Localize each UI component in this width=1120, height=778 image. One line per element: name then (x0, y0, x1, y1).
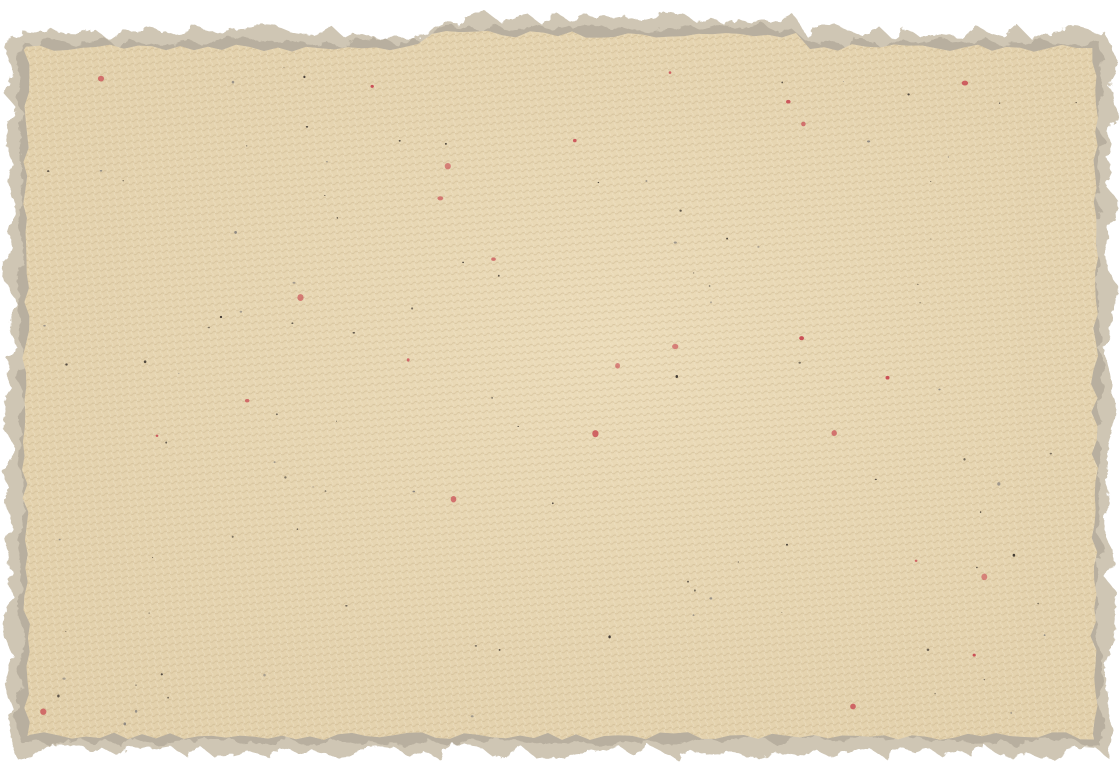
dark-fleck (57, 695, 59, 698)
dark-fleck (462, 262, 464, 264)
dark-fleck (123, 180, 124, 181)
dark-fleck (798, 362, 800, 364)
grey-fleck (938, 389, 940, 391)
dark-fleck (786, 544, 788, 546)
red-fleck (962, 81, 968, 86)
red-fleck (799, 336, 804, 340)
dark-fleck (999, 103, 1000, 104)
grey-fleck (674, 242, 677, 244)
dark-fleck (598, 182, 600, 183)
grey-fleck (312, 486, 313, 487)
grey-fleck (412, 491, 415, 493)
grey-fleck (757, 246, 759, 248)
dark-fleck (875, 479, 877, 480)
dark-fleck (491, 397, 493, 399)
dark-fleck (324, 195, 325, 196)
dark-fleck (726, 238, 728, 240)
grey-fleck (693, 614, 695, 615)
grey-fleck (293, 282, 296, 284)
grey-fleck (997, 482, 1000, 486)
dark-fleck (1013, 554, 1016, 557)
red-fleck (573, 139, 577, 142)
dark-fleck (303, 76, 305, 79)
dark-fleck (781, 81, 783, 83)
dark-fleck (1075, 102, 1077, 103)
dark-fleck (161, 673, 163, 675)
grey-fleck (843, 81, 844, 82)
red-fleck (156, 435, 159, 437)
red-fleck (491, 258, 496, 261)
dark-fleck (930, 239, 931, 240)
dark-fleck (709, 285, 711, 286)
grey-fleck (124, 722, 127, 725)
dark-fleck (336, 421, 337, 422)
red-fleck (801, 122, 806, 126)
dark-fleck (246, 145, 247, 146)
dark-fleck (907, 93, 909, 95)
red-fleck (297, 294, 303, 301)
red-fleck (886, 376, 890, 380)
grey-fleck (63, 677, 66, 679)
dark-fleck (306, 126, 309, 128)
grey-fleck (234, 231, 237, 234)
red-fleck (451, 496, 457, 503)
red-fleck (832, 430, 837, 436)
dark-fleck (927, 649, 930, 651)
dark-fleck (65, 631, 66, 632)
dark-fleck (608, 635, 610, 638)
grey-fleck (710, 301, 712, 303)
dark-fleck (232, 536, 234, 538)
red-fleck (973, 654, 976, 657)
grey-fleck (59, 539, 61, 541)
dark-fleck (276, 413, 278, 415)
grey-fleck (178, 373, 179, 374)
dark-fleck (297, 528, 298, 530)
dark-fleck (165, 442, 167, 444)
red-fleck (915, 560, 918, 562)
red-fleck (592, 430, 598, 437)
red-fleck (40, 709, 46, 715)
dark-fleck (475, 645, 477, 647)
grey-fleck (645, 180, 647, 182)
dark-fleck (152, 557, 153, 558)
dark-fleck (144, 360, 147, 363)
dark-fleck (325, 490, 327, 491)
red-fleck (615, 363, 620, 369)
dark-fleck (353, 332, 356, 334)
grey-fleck (263, 674, 266, 677)
dark-fleck (679, 210, 681, 212)
grey-fleck (274, 461, 276, 462)
red-fleck (669, 71, 672, 74)
dark-fleck (220, 316, 222, 318)
dark-fleck (135, 685, 137, 686)
grey-fleck (240, 311, 243, 313)
dark-fleck (694, 589, 696, 591)
dark-fleck (291, 322, 293, 324)
grey-fleck (100, 170, 103, 172)
dark-fleck (676, 375, 679, 378)
dark-fleck (919, 302, 920, 303)
red-fleck (407, 358, 410, 361)
dark-fleck (738, 561, 739, 562)
dark-fleck (934, 693, 936, 694)
dark-fleck (399, 140, 401, 141)
red-fleck (245, 399, 249, 402)
dark-fleck (65, 363, 67, 365)
dark-fleck (1050, 453, 1052, 455)
dark-fleck (1037, 603, 1038, 605)
red-fleck (98, 76, 104, 82)
dark-fleck (693, 272, 694, 273)
grey-fleck (867, 140, 870, 142)
dark-fleck (283, 67, 284, 68)
dark-fleck (517, 426, 519, 427)
grey-fleck (232, 81, 235, 84)
dark-fleck (499, 649, 501, 651)
dark-fleck (980, 511, 981, 512)
dark-fleck (148, 613, 150, 614)
dark-fleck (47, 170, 49, 172)
red-fleck (445, 163, 451, 169)
red-fleck (786, 100, 791, 104)
red-fleck (371, 85, 374, 88)
grey-fleck (948, 156, 949, 157)
dark-fleck (552, 502, 554, 504)
grey-fleck (471, 715, 474, 717)
dark-fleck (411, 307, 413, 309)
dark-fleck (930, 181, 931, 182)
red-fleck (672, 344, 678, 349)
dark-fleck (498, 275, 500, 277)
dark-fleck (284, 476, 286, 478)
red-fleck (981, 574, 987, 581)
dark-fleck (984, 679, 985, 680)
dark-fleck (963, 458, 965, 460)
dark-fleck (976, 567, 977, 568)
dark-fleck (345, 605, 348, 607)
dark-fleck (687, 581, 689, 583)
red-fleck (437, 196, 443, 200)
grey-fleck (135, 710, 137, 713)
dark-fleck (781, 612, 782, 613)
dark-fleck (167, 697, 169, 699)
grey-fleck (1044, 634, 1046, 636)
dark-fleck (917, 284, 918, 285)
dark-fleck (445, 143, 447, 145)
red-fleck (850, 704, 856, 710)
dark-fleck (337, 217, 338, 219)
grey-fleck (326, 161, 328, 162)
grey-fleck (710, 597, 713, 599)
grey-fleck (1010, 712, 1012, 713)
dark-fleck (208, 327, 210, 329)
grey-fleck (43, 325, 46, 327)
